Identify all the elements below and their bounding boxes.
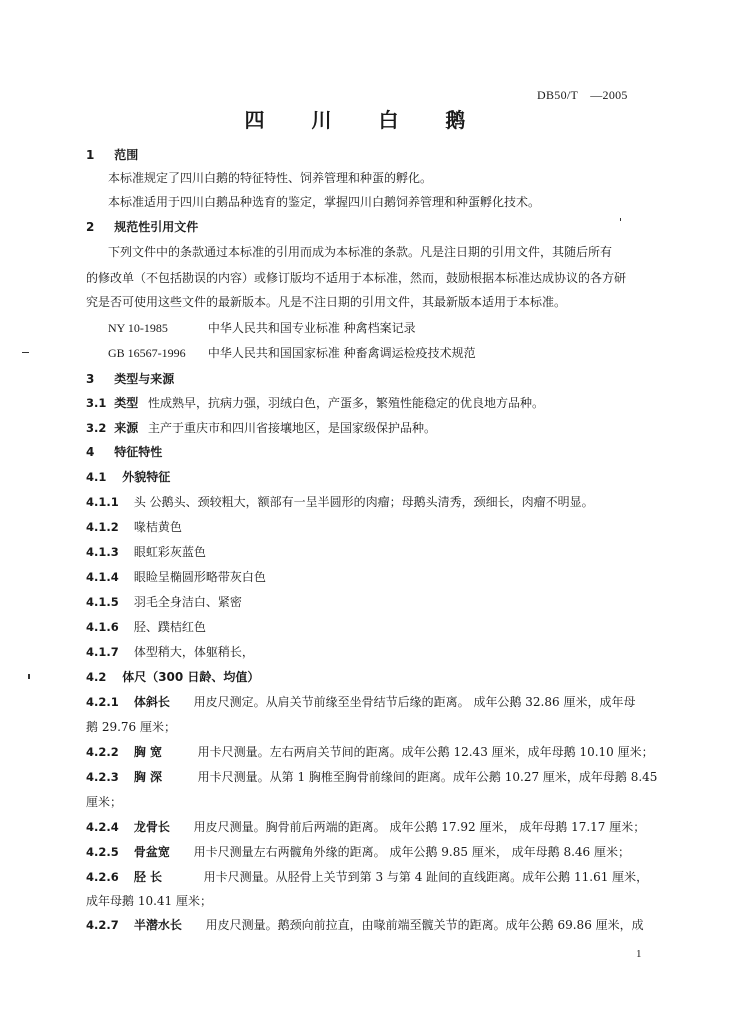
clause-4-2-5	[86, 844, 630, 860]
reference-title: 中华人民共和国国家标准 种畜禽调运检疫技术规范	[207, 346, 476, 360]
clause-label: 胸 深	[133, 770, 163, 784]
clause-number: 3.2	[86, 421, 107, 435]
paragraph: 究是否可使用这些文件的最新版本。凡是不注日期的引用文件，其最新版本适用于本标准。	[86, 295, 567, 309]
clause-text: 用皮尺测量。鹅颈向前拉直，由喙前端至髋关节的距离。成年公鹅 69.86 厘米，成	[205, 918, 644, 932]
clause-text: 用卡尺测量。从第 1 胸椎至胸骨前缘间的距离。成年公鹅 10.27 厘米，成年母鹅 8.45	[197, 770, 658, 784]
document-title: 四 川 白 鹅	[244, 108, 486, 132]
clause-number: 4.1.1	[86, 495, 119, 509]
clause-text: 喙桔黄色	[133, 520, 182, 534]
clause-text: 用皮尺测量。胸骨前后两端的距离。 成年公鹅 17.92 厘米， 成年母鹅 17.17 厘米；	[193, 820, 646, 834]
clause-label: 胸 宽	[133, 745, 163, 759]
clause-text: 用卡尺测量。从胫骨上关节到第 3 与第 4 趾间的直线距离。成年公鹅 11.61 厘米，	[203, 870, 649, 884]
clause-continuation: 厘米；	[86, 795, 123, 809]
section-title: 范围	[114, 148, 139, 162]
clause-text: 用皮尺测定。从肩关节前缘至坐骨结节后缘的距离。 成年公鹅 32.86 厘米，成年母	[193, 695, 636, 709]
paragraph: 本标准规定了四川白鹅的特征特性、饲养管理和种蛋的孵化。	[108, 171, 433, 185]
reference-code: NY 10-1985	[108, 321, 168, 335]
clause-4-1-4	[86, 569, 266, 585]
clause-number: 4.1.4	[86, 570, 119, 584]
clause-text: 羽毛全身洁白、紧密	[133, 595, 242, 609]
scan-mark	[22, 352, 29, 353]
clause-4-2-6	[86, 869, 648, 885]
scan-mark	[620, 218, 621, 221]
clause-label: 骨盆宽	[133, 845, 170, 859]
clause-text: 用卡尺测量。左右两肩关节间的距离。成年公鹅 12.43 厘米，成年母鹅 10.10 厘米；	[197, 745, 654, 759]
clause-number: 4.1	[86, 470, 107, 484]
clause-number: 4.2.3	[86, 770, 119, 784]
clause-4-1-6	[86, 619, 206, 635]
clause-number: 4.1.6	[86, 620, 119, 634]
clause-label: 体斜长	[133, 695, 170, 709]
scan-mark	[28, 674, 30, 679]
clause-4-1-3	[86, 544, 206, 560]
clause-4-2-2	[86, 744, 654, 760]
clause-text: 性成熟早，抗病力强，羽绒白色，产蛋多，繁殖性能稳定的优良地方品种。	[148, 396, 545, 410]
clause-number: 4.2.2	[86, 745, 119, 759]
section-1-heading	[86, 147, 138, 163]
reference-code: GB 16567-1996	[108, 346, 186, 360]
section-title: 类型与来源	[114, 372, 175, 386]
section-title: 规范性引用文件	[114, 220, 199, 234]
clause-title: 体尺（300 日龄、均值）	[122, 670, 260, 684]
clause-4-2-heading	[86, 669, 259, 685]
clause-text: 用卡尺测量左右两髋角外缘的距离。 成年公鹅 9.85 厘米， 成年母鹅 8.46 厘米；	[193, 845, 630, 859]
clause-number: 4.2.5	[86, 845, 119, 859]
paragraph: 本标准适用于四川白鹅品种选育的鉴定，掌握四川白鹅饲养管理和种蛋孵化技术。	[108, 195, 541, 209]
clause-title: 外貌特征	[122, 470, 171, 484]
clause-number: 4.2.7	[86, 918, 119, 932]
clause-continuation: 成年母鹅 10.41 厘米；	[86, 894, 212, 908]
clause-text: 头 公鹅头、颈较粗大，额部有一呈半圆形的肉瘤；母鹅头清秀，颈细长，肉瘤不明显。	[133, 495, 594, 509]
clause-label: 胫 长	[133, 870, 163, 884]
clause-continuation: 鹅 29.76 厘米；	[86, 720, 176, 734]
paragraph: 下列文件中的条款通过本标准的引用而成为本标准的条款。凡是注日期的引用文件，其随后所有	[108, 245, 613, 259]
clause-label: 龙骨长	[133, 820, 170, 834]
clause-label: 类型	[114, 396, 139, 410]
clause-text: 胫、蹼桔红色	[133, 620, 206, 634]
section-3-heading	[86, 371, 174, 387]
page-number: 1	[636, 948, 642, 960]
section-number: 3	[86, 372, 95, 386]
clause-4-1-7	[86, 644, 254, 660]
section-number: 4	[86, 445, 95, 459]
clause-number: 4.2.1	[86, 695, 119, 709]
clause-4-1-1	[86, 494, 594, 510]
clause-number: 4.2	[86, 670, 107, 684]
section-2-heading	[86, 219, 198, 235]
reference-2	[108, 345, 476, 361]
clause-number: 4.1.2	[86, 520, 119, 534]
clause-text: 眼睑呈椭圆形略带灰白色	[133, 570, 266, 584]
clause-number: 4.1.7	[86, 645, 119, 659]
reference-1	[108, 320, 416, 336]
clause-4-2-3	[86, 769, 657, 785]
paragraph: 的修改单（不包括勘误的内容）或修订版均不适用于本标准，然而，鼓励根据本标准达成协议的各方研	[86, 271, 627, 285]
clause-number: 4.1.5	[86, 595, 119, 609]
section-4-heading	[86, 444, 162, 460]
clause-text: 主产于重庆市和四川省接壤地区，是国家级保护品种。	[148, 421, 437, 435]
clause-text: 眼虹彩灰蓝色	[133, 545, 206, 559]
clause-4-1-2	[86, 519, 182, 535]
clause-number: 3.1	[86, 396, 107, 410]
clause-3-2	[86, 420, 436, 436]
clause-4-2-7	[86, 917, 644, 933]
clause-4-1-heading	[86, 469, 170, 485]
document-code: DB50/T —2005	[537, 88, 628, 102]
clause-4-1-5	[86, 594, 242, 610]
clause-4-2-4	[86, 819, 645, 835]
clause-3-1	[86, 395, 544, 411]
section-number: 2	[86, 220, 95, 234]
clause-4-2-1	[86, 694, 635, 710]
section-number: 1	[86, 148, 95, 162]
section-title: 特征特性	[114, 445, 163, 459]
clause-number: 4.2.6	[86, 870, 119, 884]
clause-text: 体型稍大，体躯稍长，	[133, 645, 254, 659]
clause-number: 4.1.3	[86, 545, 119, 559]
reference-title: 中华人民共和国专业标准 种禽档案记录	[207, 321, 416, 335]
clause-number: 4.2.4	[86, 820, 119, 834]
clause-label: 来源	[114, 421, 139, 435]
clause-label: 半潜水长	[133, 918, 182, 932]
